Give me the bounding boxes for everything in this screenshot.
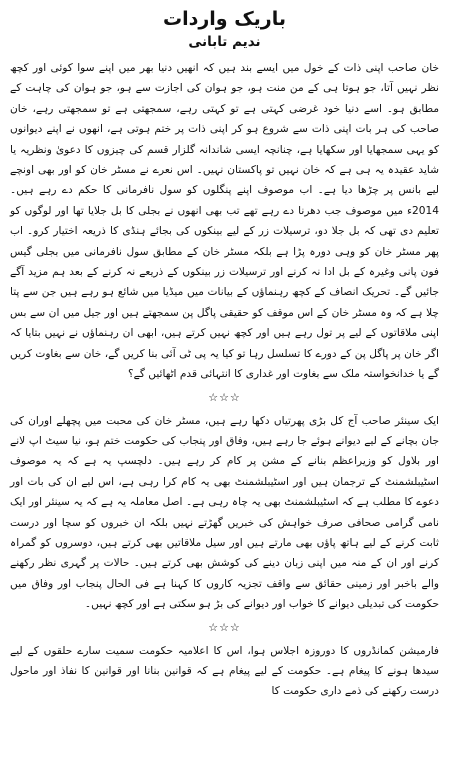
article-author: ندیم تابانی [188,34,261,50]
section-separator: ☆☆☆ [208,620,241,634]
article-paragraph-1: خان صاحب اپنی ذات کے خول میں ایسے بند ہیں کہ انھیں دنیا بھر میں اپنے سوا کوئی اور کچھ نظر نہیں آتا، جو ہوتا ہی کے من منت ہو، جو ہوان کی اجازت سے ہو، جو ہوان کی چاہت کے مطابق ہو۔ اسے دنیا خود غرضی کہتی ہے تو کہتی رہے، سمجھتی ہے تو سمجھتی رہے، خان صاحب کی ہر بات اپنی ذات سے شروع ہو کر اپنی ذات پر ختم ہوتی ہے، انھوں نے اپنے دیوانوں کو یہی سمجھایا اور سکھایا ہے، چنانچہ ایسی شاندانہ گلزار قسم کی چیزوں کا دعویٰ ونظریہ یا شاید عقیدہ یہ ہی ہے کہ خان نہیں تو پاکستان نہیں۔ اس نعرے نے مسٹر خان کو اور بھی اونچے لیے بانس پر چڑھا دیا ہے۔ اب موصوف اپنے پنگلوں کو سول نافرمانی کا حکم دے رہے ہیں۔ 2014ء میں موصوف جب دھرنا دے رہے تھے تب بھی انھوں نے بجلی کا بل جلایا تھا اور لوگوں کو تعلیم دی تھی کہ بل جلا دو، ترسیلات زر کے لیے بینکوں کی بجائے ہنڈی کا ذریعہ اختیار کرو۔ اب پھر مسٹر خان کو وہی دورہ پڑا ہے بلکہ مسٹر خان کے مطابق سول نافرمانی میں بجلی گیس فون پانی وغیرہ کے بل ادا نہ کرنے اور ترسیلات زر بینکوں کے ذریعے نہ کرنے کے بعد ہم مزید آگے جائیں گے۔ تحریک انصاف کے کچھ رہنماؤں کے بیانات میں میڈیا میں شائع ہو رہے ہیں جن سے پتا چلا ہے کہ وہ مسٹر خان کے اس موقف کو حقیقی پاگل پن سمجھتے ہیں اور جیل میں ان سے بس اپنی ملاقاتوں کے لیے پر تول رہے ہیں اور کچھ نہیں کرتے ہیں، ابھی ان رہنماؤں نے نہیں بتایا کہ اگر خان پر پاگل پن کے دورے کا تسلسل رہا تو کیا یہ پی ٹی آئی بنا کریں گے، خان سے بغاوت کریں گے یا خدانخواستہ ملک سے بغاوت اور غداری کا انتہائی قدم اٹھائیں گے؟ [10,62,439,381]
article-paragraph-3: فارمیشن کمانڈروں کا دوروزہ اجلاس ہوا، اس کا اعلامیہ حکومت سمیت سارے حلقوں کے لیے سیدھا ہونے کا پیغام ہے۔ حکومت کے لیے پیغام ہے کہ قوانین بنانا اور قوانین کا نفاذ اور ماحول درست رکھنے کی ذمے داری حکومت کا [10,644,439,698]
section-separator: ☆☆☆ [208,390,241,404]
article-paragraph-2: ایک سینئر صاحب آج کل بڑی پھرتیاں دکھا رہے ہیں، مسٹر خان کی محبت میں پچھلے اوران کی جان بچانے کے لیے دیوانے ہوئے جا رہے ہیں، وفاق اور پنجاب کی حکومت ختم ہو، نیا سیٹ اپ لانے اور بلاول کو وزیراعظم بنانے کے مشن پر کام کر رہے ہیں۔ دلچسپ یہ ہے کہ یہ موصوف اسٹیبلشمنٹ کے ترجمان ہیں اور اسٹیبلشمنٹ بھی یہ کام کرا رہی ہے، اس لیے ان کی بات اور دعوے کا مطلب ہے کہ اسٹیبلشمنٹ بھی یہ چاہ رہی ہے۔ اصل معاملہ یہ ہے کہ یہ سینئر اور ایک نامی گرامی صحافی صرف خواہش کی خبریں گھڑتے نہیں بلکہ ان خبروں کو سچا اور درست ثابت کرنے کے لیے ہاتھ پاؤں بھی مارتے ہیں اور سیل ملاقاتیں بھی کرتے ہیں، دوسروں کو گمراہ کرنے اور ان کے منہ میں اپنی زبان دینے کی کوشش بھی کرتے ہیں۔ حالات پر گہری نظر رکھنے والے باخبر اور زمینی حقائق سے واقف تجزیہ کاروں کا کہنا ہے فی الحال پنجاب اور وفاق میں حکومت کی تبدیلی دیوانے کا خواب اور دیوانے کی بڑ ہو سکتی ہے اور کچھ نہیں۔ [10,414,439,611]
article-title: باریک واردات [162,8,287,30]
